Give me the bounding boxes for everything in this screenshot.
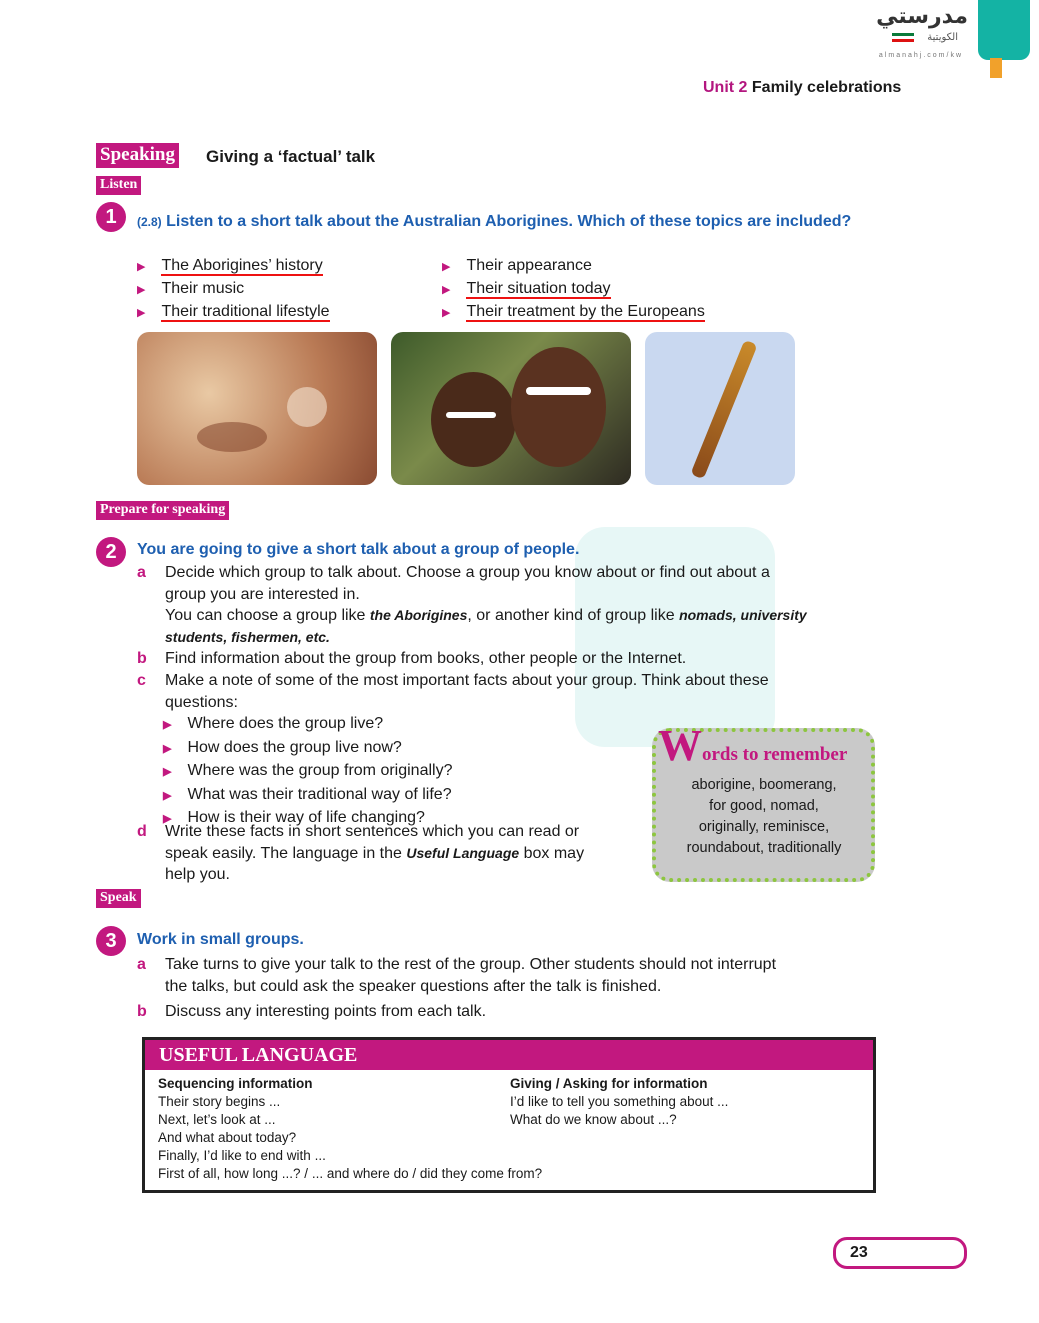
arrow-icon: ▶ [442,261,451,273]
topic-label: Their appearance [466,257,592,274]
phrase: And what about today? [158,1130,297,1145]
topic-label: Their treatment by the Europeans [466,303,705,320]
item-d-line1: Write these facts in short sentences which you can read or [165,823,580,840]
logo-url: almanahj.com/kw [878,52,963,59]
topic-item [442,280,611,298]
arrow-icon: ▶ [163,719,172,731]
useful-language-title: USEFUL LANGUAGE [145,1040,873,1070]
item-b-text: Find information about the group from books, other people or the Internet. [165,650,687,667]
logo-subtitle: الكويتية [927,32,958,43]
item-a-line3: You can choose a group like [165,607,370,624]
question-text: Where does the group live? [187,715,384,732]
words-line: for good, nomad, [709,798,819,814]
phrase: What do we know about ...? [510,1112,677,1127]
rock-art-photo [137,332,377,485]
item-d-line2-end: box may [519,844,585,862]
question-text: How is their way of life changing? [187,809,425,826]
item-d-line3: help you. [165,866,230,883]
prepare-tag: Prepare for speaking [96,501,229,520]
listen-tag: Listen [96,176,141,195]
letter-c: c [137,672,146,689]
words-to-remember-title [658,721,848,770]
arrow-icon: ▶ [137,284,146,296]
letter-b: b [137,650,147,667]
unit-number: Unit 2 [703,79,748,96]
logo-icon [978,0,1030,60]
speak-b-text: Discuss any interesting points from each talk. [165,1003,487,1020]
c-question-list [163,713,623,831]
question-text: How does the group live now? [187,738,402,756]
arrow-icon: ▶ [442,307,451,319]
words-title-rest: ords to remember [702,744,848,765]
words-line: roundabout, traditionally [686,840,842,856]
item-d-line2: speak easily. The language in the [165,844,407,862]
topic-item [442,257,592,275]
item-a-example1: the Aborigines [369,607,468,623]
topic-label: Their situation today [466,280,611,297]
speak-item-a [137,954,877,997]
words-title-initial: W [658,721,702,770]
unit-header [703,79,901,97]
words-line: originally, reminisce, [698,819,830,835]
letter-d: d [137,823,147,840]
topic-item [137,303,330,321]
item-d [137,821,637,886]
left-heading: Sequencing information [158,1076,313,1091]
right-heading: Giving / Asking for information [510,1076,708,1091]
topic-label: Their music [161,280,245,297]
item-b [137,648,877,670]
speak-a-line2: the talks, but could ask the speaker questions after the talk is finished. [165,977,662,995]
letter-a: a [137,564,146,581]
item-a-line3-mid: , or another kind of group like [467,607,680,624]
words-line: aborigine, boomerang, [691,777,837,793]
item-c-line1: Make a note of some of the most important facts about your group. Think about these [165,672,769,689]
arrow-icon: ▶ [137,261,146,273]
listen-question-text: Listen to a short talk about the Australian Aborigines. Which of these topics are included? [166,213,852,230]
letter-b: b [137,1003,147,1020]
topic-item [442,303,705,321]
arrow-icon: ▶ [442,284,451,296]
list-item [163,784,623,808]
speak-question: Work in small groups. [137,931,304,948]
task-number-3: 3 [96,926,126,956]
phrase: Finally, I’d like to end with ... [158,1148,326,1163]
useful-language-ref: Useful Language [406,844,520,861]
task-number-2: 2 [96,537,126,567]
unit-title: Family celebrations [751,79,902,96]
item-a [137,562,877,648]
item-a-line1: Decide which group to talk about. Choose a group you know about or find out about a [165,564,770,581]
item-a-line4: students, fishermen, etc. [165,628,330,645]
prepare-question: You are going to give a short talk about a group of people. [137,541,580,558]
logo-name: مدرستي [876,4,968,29]
words-list [664,775,864,859]
arrow-icon: ▶ [163,766,172,778]
topic-label: Their traditional lifestyle [161,303,330,320]
listen-question [137,210,857,234]
arrow-icon: ▶ [163,789,172,802]
useful-language-right-column [510,1075,850,1129]
topic-item [137,280,244,298]
aboriginal-people-photo [391,332,631,485]
speak-item-b [137,1001,877,1023]
question-text: Where was the group from originally? [187,762,453,779]
didgeridoo-photo [645,332,795,485]
speak-a-line1: Take turns to give your talk to the rest of the group. Other students should not interrupt [165,956,777,973]
phrase: First of all, how long ...? / ... and where do / did they come from? [158,1166,543,1181]
topic-label: The Aborigines’ history [161,257,323,274]
item-c-line2: questions: [165,693,238,711]
section-title: Giving a ‘factual’ talk [206,147,376,166]
list-item [163,760,623,784]
item-a-example2: nomads, university [679,607,807,623]
task-number-1: 1 [96,202,126,232]
arrow-icon: ▶ [137,307,146,319]
arrow-icon: ▶ [163,813,172,825]
topic-item [137,257,323,275]
list-item [163,713,623,737]
item-c [137,670,877,713]
phrase: I’d like to tell you something about ... [510,1094,729,1109]
speak-tag: Speak [96,889,141,908]
page-number: 23 [833,1237,967,1269]
list-item [163,737,623,761]
arrow-icon: ▶ [163,742,172,755]
phrase: Their story begins ... [158,1094,281,1109]
audio-track-number: (2.8) [137,215,162,229]
letter-a: a [137,956,146,973]
item-a-line2: group you are interested in. [165,585,360,603]
question-text: What was their traditional way of life? [187,785,452,803]
phrase: Next, let’s look at ... [158,1112,276,1127]
logo-tab-decoration [990,58,1002,78]
speaking-tag: Speaking [96,143,179,168]
